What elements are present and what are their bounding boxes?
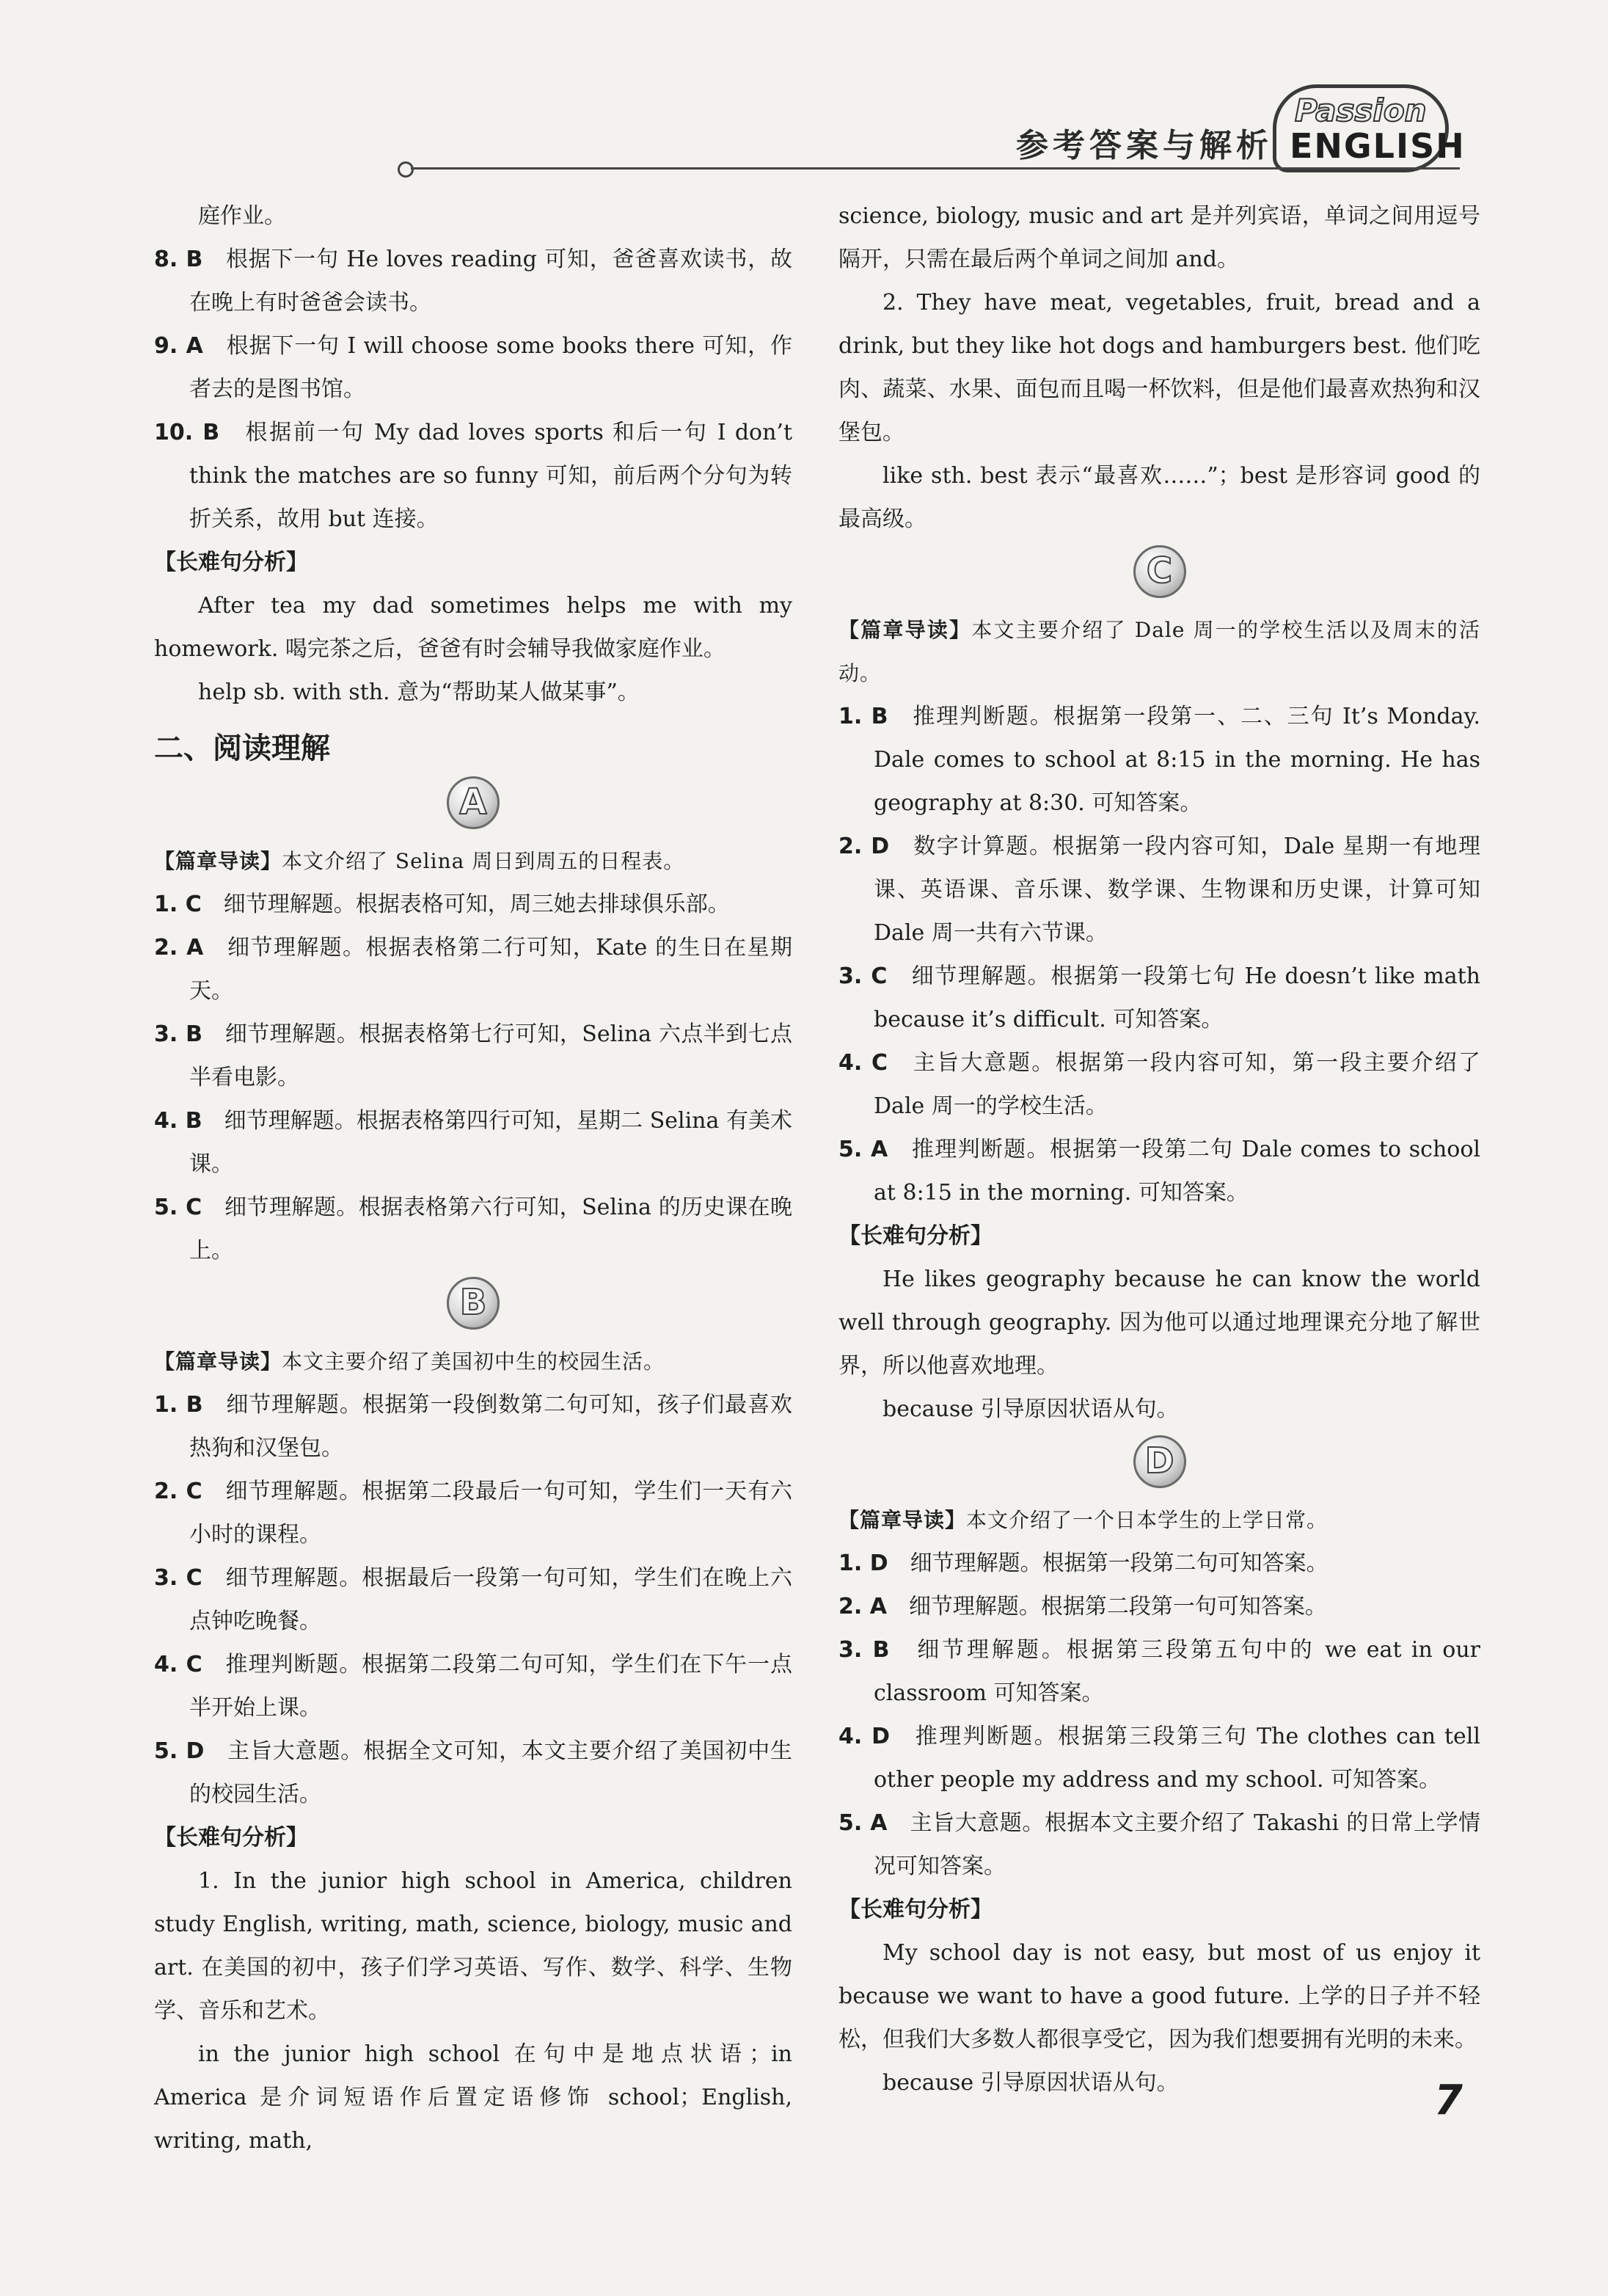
answer-explanation: 主旨大意题。根据第一段内容可知，第一段主要介绍了 Dale 周一的学校生活。 — [874, 1050, 1481, 1119]
answer-item — [154, 926, 792, 1013]
continued-text: science, biology, music and art 是并列宾语，单词之间用逗号隔开，只需在最后两个单词之间加 and。 — [838, 203, 1480, 272]
answer-number: 10. B — [154, 420, 220, 445]
answer-explanation: 主旨大意题。根据本文主要介绍了 Takashi 的日常上学情况可知答案。 — [874, 1810, 1481, 1879]
answer-explanation: 细节理解题。根据表格可知，周三她去排球俱乐部。 — [223, 892, 730, 917]
answer-number: 2. A — [154, 935, 204, 961]
header-rule-dot — [398, 161, 414, 178]
answer-item — [838, 1128, 1480, 1214]
answer-explanation: 细节理解题。根据第一段第七句 He doesn’t like math because it’s difficult. 可知答案。 — [874, 963, 1480, 1032]
answer-item — [838, 1542, 1480, 1585]
answer-number: 4. C — [154, 1652, 202, 1677]
answer-item — [154, 883, 792, 926]
answer-explanation: 细节理解题。根据表格第六行可知，Selina 的历史课在晚上。 — [189, 1195, 793, 1264]
analysis-heading: 【长难句分析】 — [154, 550, 308, 575]
guide-heading: 【篇章导读】 — [154, 849, 282, 873]
right-column — [838, 194, 1480, 2104]
passage-guide — [154, 839, 792, 883]
analysis-paragraph: like sth. best 表示“最喜欢……”；best 是形容词 good 的最高级。 — [838, 463, 1480, 532]
answer-number: 4. D — [838, 1724, 891, 1749]
answer-number: 9. A — [154, 333, 203, 359]
passage-guide — [154, 1340, 792, 1383]
answer-number: 3. B — [154, 1021, 202, 1047]
answer-item — [154, 1013, 792, 1099]
analysis-heading: 【长难句分析】 — [154, 1825, 308, 1851]
answer-number: 5. D — [154, 1738, 205, 1764]
answer-explanation: 推理判断题。根据第三段第三句 The clothes can tell other people my address and my school. 可知答案。 — [874, 1724, 1480, 1793]
answer-item — [838, 1801, 1480, 1888]
answer-item-8 — [154, 238, 792, 324]
logo-bottom-text: ENGLISH — [1290, 126, 1466, 166]
analysis-paragraph: because 引导原因状语从句。 — [882, 1396, 1179, 1422]
answer-number: 1. C — [154, 892, 202, 917]
passage-c-badge: C — [1133, 545, 1186, 598]
answer-item — [838, 1585, 1480, 1628]
answer-item — [154, 1643, 792, 1730]
answer-number: 3. B — [838, 1637, 890, 1663]
analysis-paragraph: After tea my dad sometimes helps me with my homework. 喝完茶之后，爸爸有时会辅导我做家庭作业。 — [154, 593, 792, 662]
answer-item — [154, 1470, 792, 1556]
answer-explanation: 根据下一句 He loves reading 可知，爸爸喜欢读书，故在晚上有时爸爸会读书。 — [189, 247, 792, 316]
answer-number: 2. A — [838, 1594, 887, 1619]
answer-number: 3. C — [154, 1565, 202, 1591]
answer-item — [154, 1383, 792, 1470]
passage-guide — [838, 1498, 1480, 1542]
continued-text: 庭作业。 — [198, 203, 286, 229]
passage-a-badge: A — [447, 776, 500, 829]
answer-number: 5. A — [838, 1137, 888, 1162]
answer-number: 2. C — [154, 1479, 202, 1504]
answer-number: 1. B — [838, 704, 888, 729]
answer-explanation: 细节理解题。根据表格第七行可知，Selina 六点半到七点半看电影。 — [189, 1021, 792, 1090]
passage-guide — [838, 608, 1480, 695]
guide-text: 本文主要介绍了美国初中生的校园生活。 — [282, 1349, 665, 1374]
passion-english-logo — [1273, 84, 1466, 172]
analysis-heading: 【长难句分析】 — [838, 1223, 993, 1249]
answer-number: 1. D — [838, 1550, 888, 1576]
analysis-paragraph: He likes geography because he can know the world well through geography. 因为他可以通过地理课充分地了解世界，所以他喜欢地理。 — [838, 1267, 1480, 1379]
answer-number: 1. B — [154, 1392, 203, 1418]
answer-item — [838, 955, 1480, 1041]
answer-explanation: 细节理解题。根据第三段第五句中的 we eat in our classroom 可知答案。 — [874, 1637, 1480, 1706]
guide-text: 本文介绍了 Selina 周日到周五的日程表。 — [282, 849, 685, 873]
guide-heading: 【篇章导读】 — [838, 1508, 967, 1532]
answer-explanation: 细节理解题。根据第二段第一句可知答案。 — [908, 1594, 1327, 1619]
answer-explanation: 细节理解题。根据第二段最后一句可知，学生们一天有六小时的课程。 — [189, 1479, 793, 1548]
guide-text: 本文主要介绍了 Dale 周一的学校生活以及周末的活动。 — [838, 618, 1480, 685]
passage-b-badge: B — [447, 1277, 500, 1330]
answer-item-9 — [154, 324, 792, 411]
answer-item — [838, 1715, 1480, 1801]
logo-top-text: Passion — [1295, 92, 1427, 128]
section-title: 二、阅读理解 — [154, 732, 330, 765]
answer-explanation: 主旨大意题。根据全文可知，本文主要介绍了美国初中生的校园生活。 — [189, 1738, 793, 1807]
answer-explanation: 推理判断题。根据第一段第二句 Dale comes to school at 8:15 in the morning. 可知答案。 — [874, 1137, 1481, 1206]
answer-item-10 — [154, 411, 792, 541]
answer-explanation: 细节理解题。根据第一段第二句可知答案。 — [910, 1550, 1329, 1576]
answer-explanation: 根据前一句 My dad loves sports 和后一句 I don’t think the matches are so funny 可知，前后两个分句为转折关系，故用 but 连接。 — [189, 420, 792, 532]
guide-text: 本文介绍了一个日本学生的上学日常。 — [966, 1508, 1329, 1532]
answer-explanation: 细节理解题。根据表格第四行可知，星期二 Selina 有美术课。 — [189, 1108, 792, 1177]
answer-explanation: 推理判断题。根据第二段第二句可知，学生们在下午一点半开始上课。 — [189, 1652, 793, 1721]
answer-explanation: 推理判断题。根据第一段第一、二、三句 It’s Monday. Dale comes to school at 8:15 in the morning. He has geography at 8:30. 可知答案。 — [874, 704, 1480, 816]
analysis-paragraph: help sb. with sth. 意为“帮助某人做某事”。 — [198, 679, 640, 705]
answer-item — [838, 1628, 1480, 1715]
answer-item — [154, 1186, 792, 1272]
header-title: 参考答案与解析 — [1016, 127, 1273, 164]
answer-explanation: 细节理解题。根据第一段倒数第二句可知，孩子们最喜欢热狗和汉堡包。 — [189, 1392, 793, 1461]
guide-heading: 【篇章导读】 — [154, 1349, 282, 1374]
answer-explanation: 细节理解题。根据最后一段第一句可知，学生们在晚上六点钟吃晚餐。 — [189, 1565, 793, 1634]
passage-d-badge: D — [1133, 1435, 1186, 1488]
answer-item — [154, 1730, 792, 1816]
answer-item — [838, 825, 1480, 955]
page-number: 7 — [1434, 2077, 1463, 2124]
answer-item — [838, 1041, 1480, 1128]
analysis-paragraph: My school day is not easy, but most of us enjoy it because we want to have a good future. 上学的日子并不轻松，但我们大多数人都很享受它，因为我们想要拥有光明的未来。 — [838, 1940, 1480, 2052]
answer-number: 2. D — [838, 834, 890, 859]
analysis-paragraph: 1. In the junior high school in America, children study English, writing, math, science, biology, music and art. 在美国的初中，孩子们学习英语、写作、数学、科学、生物学、音乐和艺术。 — [154, 1868, 792, 2024]
analysis-paragraph: 2. They have meat, vegetables, fruit, bread and a drink, but they like hot dogs and hamburgers best. 他们吃肉、蔬菜、水果、面包而且喝一杯饮料，但是他们最喜欢热狗和汉堡包。 — [838, 290, 1480, 445]
answer-number: 5. C — [154, 1195, 202, 1220]
analysis-heading: 【长难句分析】 — [838, 1897, 993, 1923]
left-column — [154, 194, 792, 2162]
answer-number: 4. B — [154, 1108, 202, 1134]
answer-explanation: 数字计算题。根据第一段内容可知，Dale 星期一有地理课、英语课、音乐课、数学课、生物课和历史课，计算可知 Dale 周一共有六节课。 — [874, 834, 1481, 946]
analysis-paragraph: in the junior high school 在句中是地点状语；in America 是介词短语作后置定语修饰 school；English, writing, math, — [154, 2041, 792, 2154]
answer-item — [154, 1099, 792, 1186]
answer-number: 3. C — [838, 963, 888, 989]
answer-item — [838, 695, 1480, 825]
answer-item — [154, 1556, 792, 1643]
answer-explanation: 细节理解题。根据表格第二行可知，Kate 的生日在星期天。 — [189, 935, 792, 1004]
guide-heading: 【篇章导读】 — [838, 618, 972, 642]
analysis-paragraph: because 引导原因状语从句。 — [882, 2070, 1179, 2096]
header-rule — [411, 167, 1460, 170]
answer-explanation: 根据下一句 I will choose some books there 可知，作者去的是图书馆。 — [189, 333, 793, 402]
answer-number: 4. C — [838, 1050, 888, 1076]
answer-number: 5. A — [838, 1810, 888, 1836]
answer-number: 8. B — [154, 247, 203, 272]
